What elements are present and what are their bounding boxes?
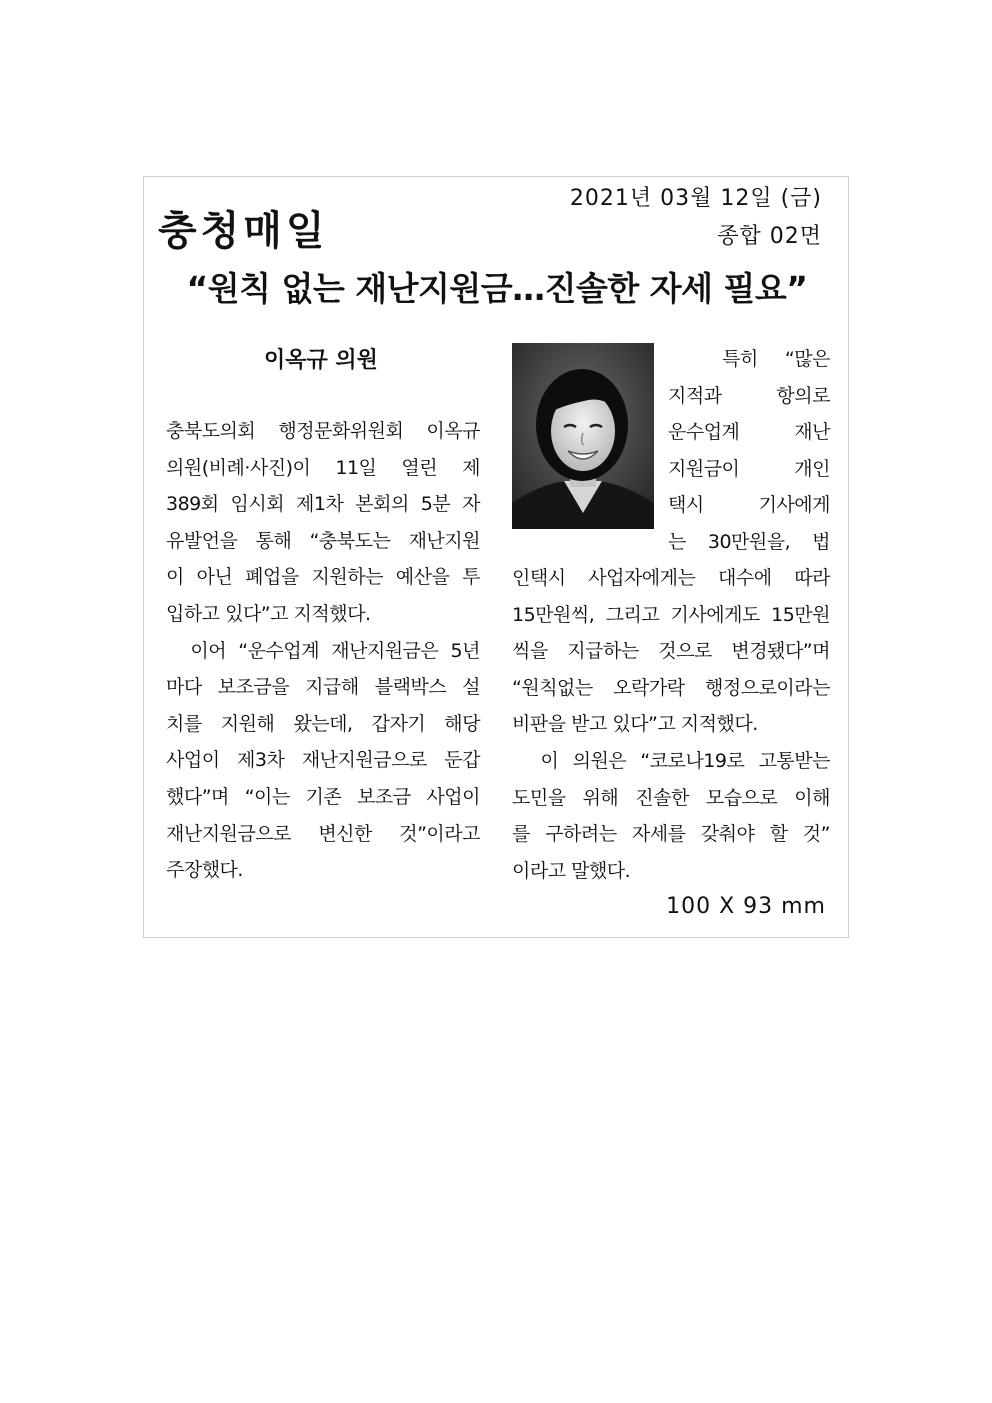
article-line: 를 구하려는 자세를 갖춰야 할 것” (512, 823, 830, 846)
article-line: 입하고 있다”고 지적했다. (166, 602, 371, 625)
article-line: 이라고 말했다. (512, 859, 631, 882)
article-left-column (166, 413, 480, 889)
article-right-wrap-column (668, 341, 830, 561)
article-line: 15만원씩, 그리고 기사에게도 15만원 (512, 603, 830, 626)
article-line: 충북도의회 행정문화위원회 이옥규 (166, 420, 480, 442)
portrait-illustration (512, 343, 654, 529)
article-line: 지적과 항의로 (668, 384, 830, 407)
byline: 이옥규 의원 (264, 348, 378, 373)
article-line: 비판을 받고 있다”고 지적했다. (512, 713, 758, 736)
news-clipping (143, 176, 849, 938)
portrait-photo (512, 343, 654, 529)
newspaper-name: 충청매일 (158, 208, 329, 254)
article-line: 사업이 제3차 재난지원금으로 둔갑 (166, 749, 480, 772)
article-line: 이어 “운수업계 재난지원금은 5년 (166, 639, 480, 662)
publication-date: 2021년 03월 12일 (금) (569, 186, 822, 211)
article-line: 이 의원은 “코로나19로 고통받는 (512, 749, 830, 772)
article-line: 이 아닌 폐업을 지원하는 예산을 투 (166, 566, 480, 589)
article-line: 운수업계 재난 (668, 421, 830, 444)
article-line: “원칙없는 오락가락 행정으로이라는 (512, 676, 830, 699)
article-line: 치를 지원해 왔는데, 갑자기 해당 (166, 712, 480, 735)
article-line: 389회 임시회 제1차 본회의 5분 자 (166, 493, 480, 516)
article-line: 특히 “많은 (668, 348, 830, 370)
clipping-size-note: 100 X 93 mm (666, 894, 826, 919)
article-line: 의원(비례·사진)이 11일 열린 제 (166, 456, 480, 479)
headline: “원칙 없는 재난지원금…진솔한 자세 필요” (186, 269, 808, 308)
article-line: 인택시 사업자에게는 대수에 따라 (512, 567, 830, 589)
article-line: 마다 보조금을 지급해 블랙박스 설 (166, 676, 480, 699)
article-line: 택시 기사에게 (668, 494, 830, 517)
article-line: 씩을 지급하는 것으로 변경됐다”며 (512, 640, 830, 663)
article-line: 재난지원금으로 변신한 것”이라고 (166, 822, 480, 845)
article-line: 도민을 위해 진솔한 모습으로 이해 (512, 786, 830, 809)
article-line: 했다”며 “이는 기존 보조금 사업이 (166, 785, 480, 808)
page-section: 종합 02면 (717, 224, 822, 249)
article-line: 유발언을 통해 “충북도는 재난지원 (166, 529, 480, 552)
article-line: 지원금이 개인 (668, 457, 830, 480)
article-line: 주장했다. (166, 859, 243, 882)
article-line: 는 30만원을, 법 (668, 530, 830, 553)
article-right-column (512, 560, 830, 889)
